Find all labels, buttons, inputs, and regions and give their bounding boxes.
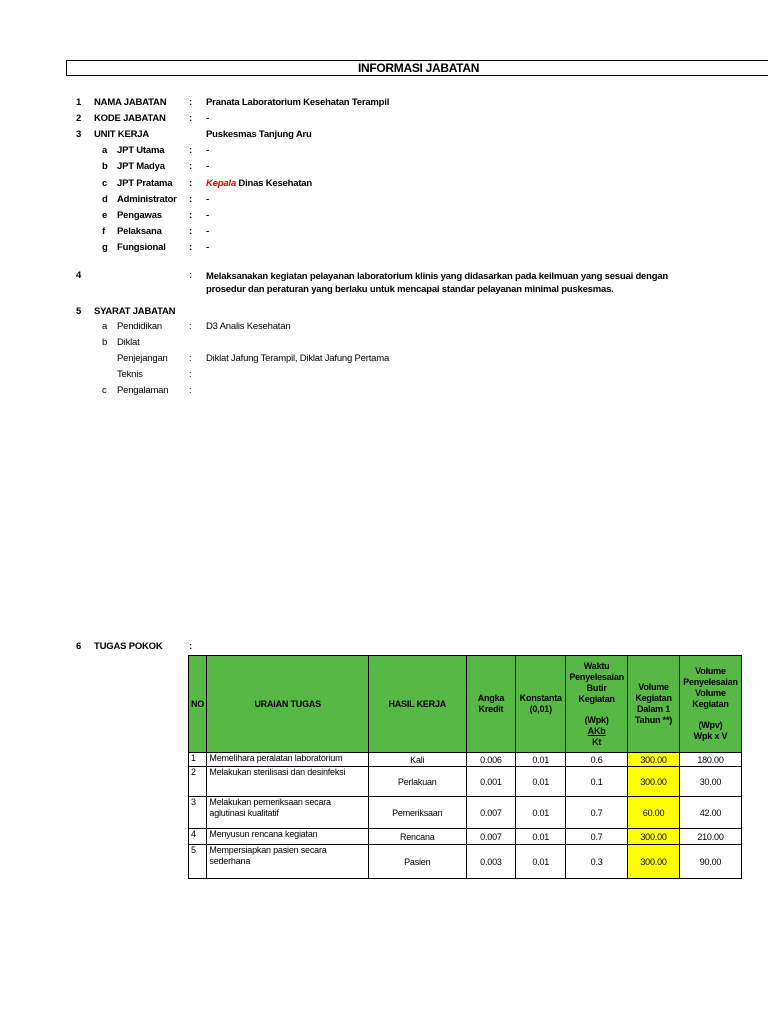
cell-volume: 60.00: [628, 797, 680, 829]
row-number: 5: [76, 306, 82, 317]
item-colon: :: [189, 210, 192, 221]
item-value: -: [206, 226, 209, 237]
item-colon: :: [189, 385, 192, 396]
pengalaman-label: Pengalaman: [117, 385, 169, 396]
pendidikan-label: Pendidikan: [117, 321, 163, 332]
item-label: Pelaksana: [117, 226, 162, 237]
cell-waktu: 0.1: [566, 767, 628, 797]
item-value-rest: Dinas Kesehatan: [235, 178, 312, 189]
item-letter: b: [102, 337, 108, 348]
cell-waktu: 0.7: [566, 829, 628, 845]
cell-hasil: Pemeriksaan: [368, 797, 466, 829]
item-label: JPT Madya: [117, 161, 165, 172]
cell-angka: 0.007: [466, 829, 516, 845]
cell-konstanta: 0.01: [516, 753, 566, 767]
cell-no: 2: [189, 767, 207, 797]
item-letter: e: [102, 210, 108, 221]
item-value: -: [206, 194, 209, 205]
item-letter: a: [102, 145, 108, 156]
row-value: Puskesmas Tanjung Aru: [206, 129, 312, 140]
table-header-row: [189, 656, 742, 753]
item-letter: c: [102, 385, 107, 396]
item-letter: d: [102, 194, 108, 205]
cell-no: 1: [189, 753, 207, 767]
diklat-label: Diklat: [117, 337, 140, 348]
item-value: -: [206, 210, 209, 221]
cell-wpv: 180.00: [679, 753, 741, 767]
cell-volume: 300.00: [628, 829, 680, 845]
row-colon: :: [189, 641, 192, 652]
cell-uraian: Melakukan sterilisasi dan desinfeksi: [207, 767, 369, 797]
cell-konstanta: 0.01: [516, 829, 566, 845]
cell-no: 3: [189, 797, 207, 829]
row-label: KODE JABATAN: [94, 113, 166, 124]
penjejangan-value: Diklat Jafung Terampil, Diklat Jafung Pertama: [206, 353, 390, 364]
cell-konstanta: 0.01: [516, 797, 566, 829]
item-letter: f: [102, 226, 105, 237]
item-label: Pengawas: [117, 210, 162, 221]
cell-no: 4: [189, 829, 207, 845]
cell-hasil: Perlakuan: [368, 767, 466, 797]
item-label: Administrator: [117, 194, 177, 205]
cell-volume: 300.00: [628, 753, 680, 767]
item-colon: :: [189, 178, 192, 189]
table-row: [189, 845, 742, 879]
cell-wpv: 42.00: [679, 797, 741, 829]
cell-waktu: 0.3: [566, 845, 628, 879]
item-value-highlight: Kepala: [206, 178, 236, 189]
cell-uraian: Menyusun rencana kegiatan: [207, 829, 369, 845]
header-hasil: HASIL KERJA: [368, 656, 466, 753]
row-value: -: [206, 113, 209, 124]
row-number: 3: [76, 129, 82, 140]
tugas-pokok-label: TUGAS POKOK: [94, 641, 163, 652]
header-waktu-title: Waktu Penyelesaian Butir Kegiatan: [569, 660, 624, 704]
row-colon: :: [189, 270, 192, 281]
table-row: [189, 797, 742, 829]
item-colon: :: [189, 226, 192, 237]
cell-uraian: Mempersiapkan pasien secara sederhana: [207, 845, 369, 879]
table-row: [189, 829, 742, 845]
row-value: Pranata Laboratorium Kesehatan Terampil: [206, 97, 390, 108]
item-colon: :: [189, 353, 192, 364]
cell-angka: 0.006: [466, 753, 516, 767]
item-label: JPT Pratama: [117, 178, 173, 189]
cell-hasil: Pasien: [368, 845, 466, 879]
row-colon: :: [189, 113, 192, 124]
item-colon: :: [189, 369, 192, 380]
cell-angka: 0.007: [466, 797, 516, 829]
header-angka-kredit: Angka Kredit: [466, 656, 516, 753]
cell-wpv: 90.00: [679, 845, 741, 879]
cell-konstanta: 0.01: [516, 767, 566, 797]
cell-volume: 300.00: [628, 845, 680, 879]
item-colon: :: [189, 161, 192, 172]
header-no: NO: [189, 656, 207, 753]
item-value: [206, 178, 312, 189]
cell-waktu: 0.7: [566, 797, 628, 829]
item-letter: a: [102, 321, 108, 332]
cell-volume: 300.00: [628, 767, 680, 797]
header-vp-formula: Wpk x V: [693, 731, 728, 741]
cell-wpv: 30.00: [679, 767, 741, 797]
item-colon: :: [189, 145, 192, 156]
item-value: -: [206, 161, 209, 172]
cell-uraian: Memelihara peralatan laboratorium: [207, 753, 369, 767]
cell-konstanta: 0.01: [516, 845, 566, 879]
table-row: [189, 753, 742, 767]
row-number: 1: [76, 97, 82, 108]
header-konstanta: Konstanta (0,01): [516, 656, 566, 753]
syarat-jabatan-label: SYARAT JABATAN: [94, 306, 176, 317]
row-number: 4: [76, 270, 82, 281]
cell-hasil: Kali: [368, 753, 466, 767]
header-uraian: URAIAN TUGAS: [207, 656, 369, 753]
header-waktu: [566, 656, 628, 753]
header-volume-penyelesaian: [679, 656, 741, 753]
row-number: 6: [76, 641, 82, 652]
header-waktu-wpk: (Wpk): [584, 714, 609, 725]
item-letter: c: [102, 178, 108, 189]
row-label: UNIT KERJA: [94, 129, 150, 140]
cell-angka: 0.001: [466, 767, 516, 797]
cell-angka: 0.003: [466, 845, 516, 879]
tugas-pokok-table: [188, 655, 742, 879]
item-letter: g: [102, 242, 108, 253]
pendidikan-value: D3 Analis Kesehatan: [206, 321, 291, 332]
table-row: [189, 767, 742, 797]
item-colon: :: [189, 321, 192, 332]
header-waktu-kt: Kt: [592, 736, 602, 747]
item-colon: :: [189, 242, 192, 253]
cell-uraian: Melakukan pemeriksaan secara aglutinasi kualitatif: [207, 797, 369, 829]
cell-no: 5: [189, 845, 207, 879]
item-label: JPT Utama: [117, 145, 165, 156]
item-value: -: [206, 242, 209, 253]
teknis-label: Teknis: [117, 369, 143, 380]
header-waktu-akb: AKb: [587, 725, 606, 736]
item-label: Fungsional: [117, 242, 166, 253]
penjejangan-label: Penjejangan: [117, 353, 168, 364]
cell-hasil: Rencana: [368, 829, 466, 845]
cell-wpv: 210.00: [679, 829, 741, 845]
row-label: NAMA JABATAN: [94, 97, 167, 108]
header-vp-wpv: (Wpv): [698, 720, 723, 730]
item-letter: b: [102, 161, 108, 172]
item-value: -: [206, 145, 209, 156]
item-colon: :: [189, 194, 192, 205]
ikhtisar-jabatan-text: Melaksanakan kegiatan pelayanan laboratorium klinis yang didasarkan pada keilmuan yang sesuai dengan prosedur dan peraturan yang berlaku untuk mencapai standar pelayanan minimal puskesmas.: [206, 271, 669, 295]
header-volume: Volume Kegiatan Dalam 1 Tahun **): [628, 656, 680, 753]
row-number: 2: [76, 113, 82, 124]
header-vp-title: Volume Penyelesaian Volume Kegiatan: [683, 666, 738, 709]
document-title: INFORMASI JABATAN: [66, 60, 768, 76]
row-colon: :: [189, 97, 192, 108]
cell-waktu: 0.6: [566, 753, 628, 767]
